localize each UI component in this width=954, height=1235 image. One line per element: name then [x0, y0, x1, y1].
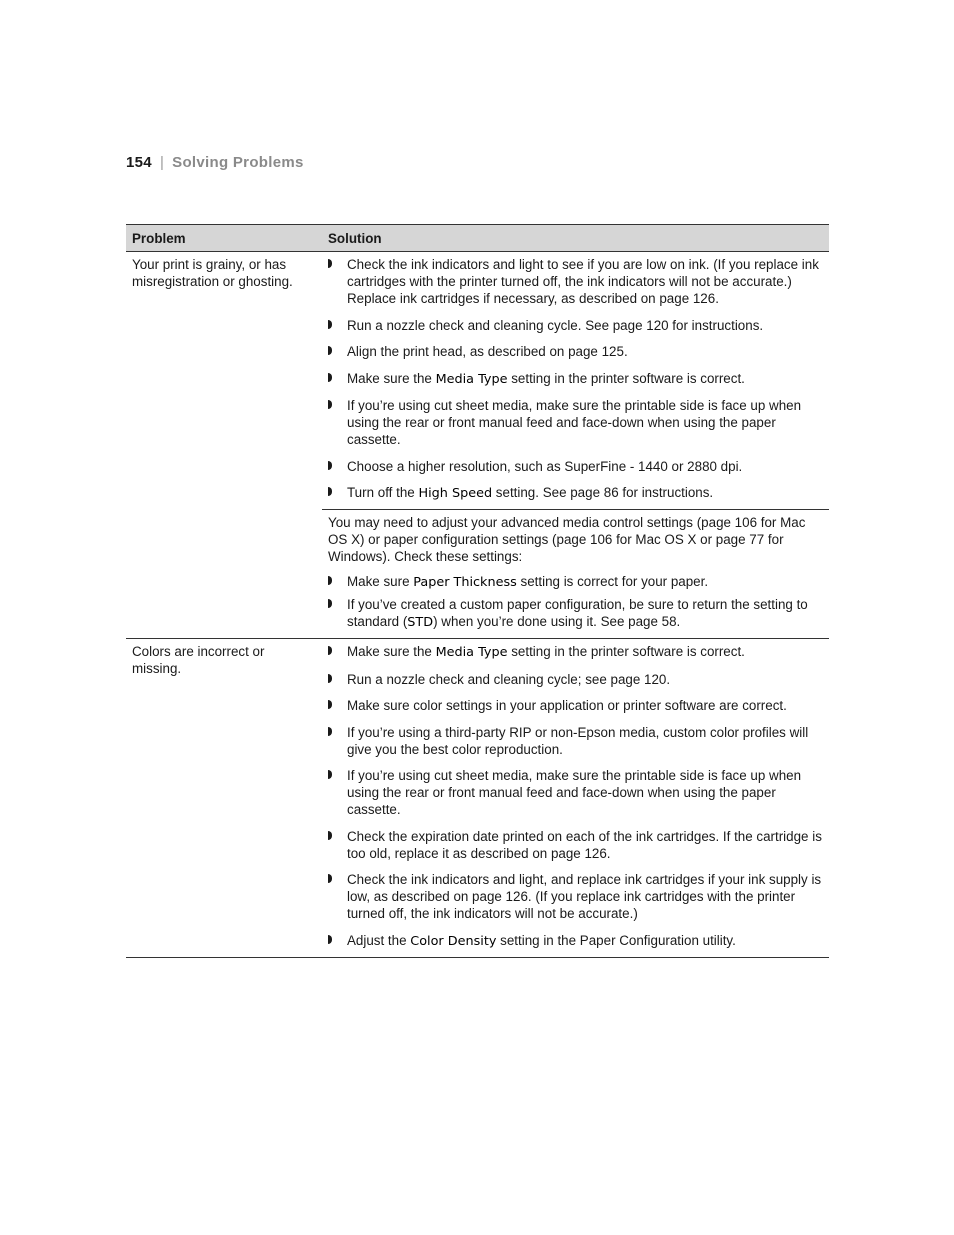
- list-item: If you’re using cut sheet media, make sure the printable side is face up when using the rear or front manual feed and face-down when using the paper cassette.: [328, 767, 823, 818]
- solution-cell: [322, 252, 829, 510]
- bullet-icon: [328, 487, 332, 496]
- problem-cell: Colors are incorrect or missing.: [126, 639, 322, 958]
- setting-name: Media Type: [435, 645, 508, 660]
- bullet-icon: [328, 599, 332, 608]
- solution-cell: [322, 510, 829, 639]
- list-item: If you’re using cut sheet media, make sure the printable side is face up when using the rear or front manual feed and face-down when using the paper cassette.: [328, 397, 823, 448]
- list-item: Run a nozzle check and cleaning cycle. See page 120 for instructions.: [328, 317, 823, 334]
- list-item: Make sure the Media Type setting in the printer software is correct.: [328, 370, 823, 388]
- setting-name: Paper Thickness: [413, 575, 517, 590]
- setting-name: High Speed: [418, 486, 493, 501]
- column-header-problem: Problem: [126, 225, 322, 252]
- table-row: [126, 252, 829, 510]
- bullet-icon: [328, 461, 332, 470]
- table-header-row: [126, 225, 829, 252]
- section-title: Solving Problems: [172, 154, 304, 171]
- page-number: 154: [126, 154, 152, 171]
- setting-name: Media Type: [435, 371, 508, 387]
- list-item: Check the ink indicators and light, and replace ink cartridges if your ink supply is low, as described on page 126. (If you replace ink cartridges with the printer turned off, the ink indicators will not be accurate.): [328, 871, 823, 922]
- bullet-icon: [328, 674, 332, 683]
- setting-name: STD: [407, 615, 434, 630]
- bullet-icon: [328, 727, 332, 736]
- solution-intro: You may need to adjust your advanced media control settings (page 106 for Mac OS X) or paper configuration settings (page 106 for Mac OS X or page 77 for Windows). Check these settings:: [328, 515, 806, 564]
- bullet-icon: [328, 831, 332, 840]
- bullet-icon: [328, 373, 332, 382]
- list-item: Make sure color settings in your application or printer software are correct.: [328, 697, 823, 714]
- bullet-icon: [328, 576, 332, 585]
- list-item: Make sure the Media Type setting in the printer software is correct.: [328, 643, 823, 661]
- bullet-icon: [328, 400, 332, 409]
- list-item: If you’ve created a custom paper configuration, be sure to return the setting to standard (STD) when you’re done using it. See page 58.: [328, 596, 823, 631]
- page-header: [126, 154, 304, 171]
- setting-name: Color Density: [410, 933, 497, 949]
- problem-cell: Your print is grainy, or has misregistration or ghosting.: [126, 252, 322, 639]
- bullet-icon: [328, 646, 332, 655]
- troubleshooting-table: [126, 224, 829, 958]
- list-item: Turn off the High Speed setting. See page 86 for instructions.: [328, 484, 823, 502]
- list-item: Adjust the Color Density setting in the Paper Configuration utility.: [328, 932, 823, 950]
- bullet-icon: [328, 874, 332, 883]
- column-header-solution: Solution: [322, 225, 829, 252]
- solution-cell: [322, 639, 829, 958]
- bullet-icon: [328, 259, 332, 268]
- list-item: If you’re using a third-party RIP or non-Epson media, custom color profiles will give you the best color reproduction.: [328, 724, 823, 758]
- header-separator: |: [159, 154, 165, 171]
- solution-list: [328, 643, 823, 950]
- bullet-icon: [328, 320, 332, 329]
- list-item: Align the print head, as described on page 125.: [328, 343, 823, 360]
- bullet-icon: [328, 346, 332, 355]
- solution-list: [328, 573, 823, 631]
- list-item: Make sure Paper Thickness setting is correct for your paper.: [328, 573, 823, 591]
- list-item: Run a nozzle check and cleaning cycle; see page 120.: [328, 671, 823, 688]
- bullet-icon: [328, 935, 332, 944]
- table-row: [126, 639, 829, 958]
- bullet-icon: [328, 700, 332, 709]
- list-item: Choose a higher resolution, such as SuperFine - 1440 or 2880 dpi.: [328, 458, 823, 475]
- list-item: Check the expiration date printed on each of the ink cartridges. If the cartridge is too old, replace it as described on page 126.: [328, 828, 823, 862]
- bullet-icon: [328, 770, 332, 779]
- solution-list: [328, 256, 823, 502]
- list-item: Check the ink indicators and light to see if you are low on ink. (If you replace ink cartridges with the printer turned off, the ink indicators will not be accurate.) Replace ink cartridges if necessary, as described on page 126.: [328, 256, 823, 307]
